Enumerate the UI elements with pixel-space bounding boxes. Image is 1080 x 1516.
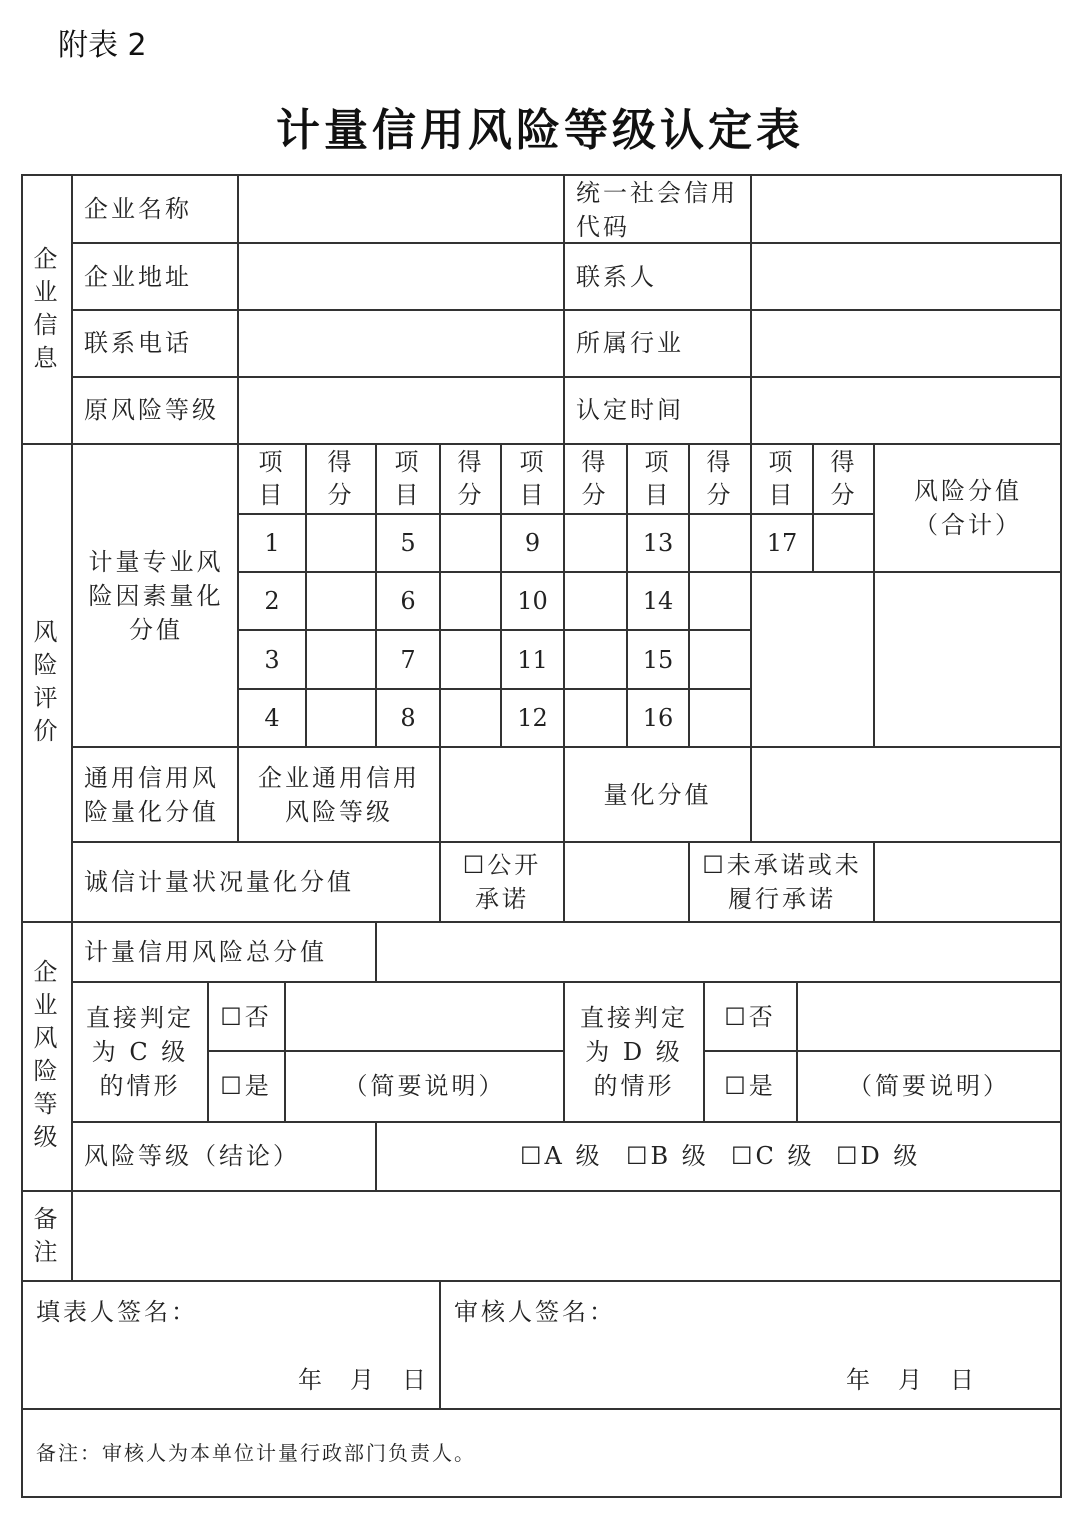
label-phone: 联系电话 — [84, 329, 192, 357]
checkbox-grade-c[interactable]: ☐C 级 — [731, 1142, 815, 1170]
score-cell[interactable] — [564, 689, 627, 747]
reviewer-date: 年 月 日 — [846, 1366, 976, 1394]
score-cell[interactable] — [564, 572, 627, 630]
label-credit-code: 统一社会信用代码 — [576, 179, 738, 241]
section-enterprise-info: 企业信息 — [33, 245, 61, 372]
form-title: 计量信用风险等级认定表 — [276, 105, 804, 156]
item-number: 2 — [264, 587, 280, 615]
header-item-5: 项目 — [768, 448, 796, 509]
header-score-3: 得分 — [581, 448, 609, 509]
checkbox-direct-c-no[interactable]: ☐否 — [220, 1003, 272, 1031]
item-number: 11 — [517, 646, 548, 674]
field-industry[interactable] — [751, 310, 1061, 377]
score-cell[interactable] — [689, 572, 751, 630]
item-number: 13 — [642, 529, 674, 557]
field-company-address[interactable] — [238, 243, 564, 310]
field-company-name[interactable] — [238, 175, 564, 243]
label-risk-level-conclusion: 风险等级（结论） — [84, 1142, 300, 1170]
field-total-credit-risk-score[interactable] — [376, 922, 1061, 982]
score-cell[interactable] — [306, 572, 376, 630]
label-total-risk-score: 风险分值（合计） — [914, 477, 1022, 539]
checkbox-direct-d-no[interactable]: ☐否 — [724, 1003, 776, 1031]
label-reviewer-signature: 审核人签名： — [454, 1298, 616, 1326]
section-risk-evaluation: 风险评价 — [33, 618, 61, 745]
label-original-risk-level: 原风险等级 — [84, 396, 219, 424]
field-no-commitment-score[interactable] — [874, 842, 1061, 922]
item-number: 10 — [517, 587, 548, 615]
score-cell[interactable] — [689, 514, 751, 572]
checkbox-public-commitment[interactable]: ☐公开承诺 — [462, 851, 542, 913]
label-contact-person: 联系人 — [576, 263, 657, 291]
field-contact-person[interactable] — [751, 243, 1061, 310]
item-number: 17 — [766, 529, 798, 557]
label-total-credit-risk-score: 计量信用风险总分值 — [84, 938, 327, 966]
checkbox-direct-c-yes[interactable]: ☐是 — [220, 1072, 272, 1100]
score-cell[interactable] — [689, 630, 751, 689]
field-public-commitment-score[interactable] — [564, 842, 689, 922]
header-score-1: 得分 — [327, 448, 355, 509]
field-remarks[interactable] — [72, 1191, 1061, 1281]
header-score-5: 得分 — [830, 448, 858, 509]
label-quantified-value: 量化分值 — [603, 781, 712, 809]
annex-label: 附表 2 — [58, 28, 147, 63]
field-general-credit-risk-level[interactable] — [440, 747, 564, 842]
header-item-2: 项目 — [394, 448, 422, 509]
score-cell[interactable] — [564, 630, 627, 689]
item-number: 12 — [517, 704, 548, 732]
score-cell[interactable] — [306, 689, 376, 747]
label-integrity-score: 诚信计量状况量化分值 — [84, 868, 354, 896]
header-score-4: 得分 — [706, 448, 734, 509]
score-cell[interactable] — [440, 689, 501, 747]
item-number: 5 — [400, 529, 416, 557]
header-score-2: 得分 — [457, 448, 485, 509]
label-company-address: 企业地址 — [84, 263, 192, 291]
score-cell[interactable] — [306, 514, 376, 572]
score-cell[interactable] — [440, 572, 501, 630]
label-general-credit-risk-score: 通用信用风险量化分值 — [84, 764, 219, 826]
label-determination-time: 认定时间 — [576, 396, 684, 424]
item-number: 1 — [264, 529, 280, 557]
field-direct-c-no-detail[interactable] — [285, 982, 564, 1051]
item-number: 8 — [400, 704, 416, 732]
label-industry: 所属行业 — [576, 329, 684, 357]
header-item-4: 项目 — [644, 448, 672, 509]
checkbox-grade-b[interactable]: ☐B 级 — [626, 1142, 709, 1170]
field-phone[interactable] — [238, 310, 564, 377]
field-direct-d-no-detail[interactable] — [797, 982, 1061, 1051]
footnote: 备注：审核人为本单位计量行政部门负责人。 — [36, 1441, 476, 1465]
field-quantified-value[interactable] — [751, 747, 1061, 842]
label-filler-signature: 填表人签名： — [36, 1298, 198, 1326]
item-number: 4 — [264, 704, 280, 732]
field-total-risk-score[interactable] — [874, 572, 1061, 747]
item-number: 15 — [642, 646, 674, 674]
score-cell[interactable] — [440, 514, 501, 572]
item-number: 14 — [642, 587, 674, 615]
header-item-1: 项目 — [258, 448, 286, 509]
brief-note-c: （简要说明） — [343, 1072, 506, 1100]
score-cell[interactable] — [564, 514, 627, 572]
item-number: 7 — [400, 646, 416, 674]
label-company-name: 企业名称 — [84, 195, 192, 223]
field-original-risk-level[interactable] — [238, 377, 564, 444]
item-number: 9 — [524, 529, 541, 557]
checkbox-no-commitment[interactable]: ☐未承诺或未履行承诺 — [702, 851, 862, 913]
checkbox-direct-d-yes[interactable]: ☐是 — [724, 1072, 776, 1100]
field-credit-code[interactable] — [751, 175, 1061, 243]
filler-date: 年 月 日 — [298, 1366, 428, 1394]
label-professional-risk-score: 计量专业风险因素量化分值 — [88, 548, 224, 644]
score-cell[interactable] — [689, 689, 751, 747]
section-enterprise-risk-level: 企业风险等级 — [33, 958, 61, 1151]
score-cell[interactable] — [440, 630, 501, 689]
score-cell[interactable] — [306, 630, 376, 689]
score-cell[interactable] — [813, 514, 874, 572]
label-general-credit-risk-level: 企业通用信用风险等级 — [258, 764, 420, 826]
label-direct-c-grade: 直接判定为 C 级的情形 — [86, 1004, 194, 1100]
header-item-3: 项目 — [519, 448, 547, 509]
checkbox-grade-a[interactable]: ☐A 级 — [520, 1142, 603, 1170]
item-number: 3 — [264, 646, 280, 674]
item-number: 6 — [400, 587, 416, 615]
item-number: 16 — [642, 704, 674, 732]
checkbox-grade-d[interactable]: ☐D 级 — [836, 1142, 921, 1170]
brief-note-d: （简要说明） — [848, 1072, 1010, 1100]
label-direct-d-grade: 直接判定为 D 级的情形 — [580, 1004, 688, 1100]
section-remarks: 备注 — [33, 1205, 61, 1266]
field-determination-time[interactable] — [751, 377, 1061, 444]
